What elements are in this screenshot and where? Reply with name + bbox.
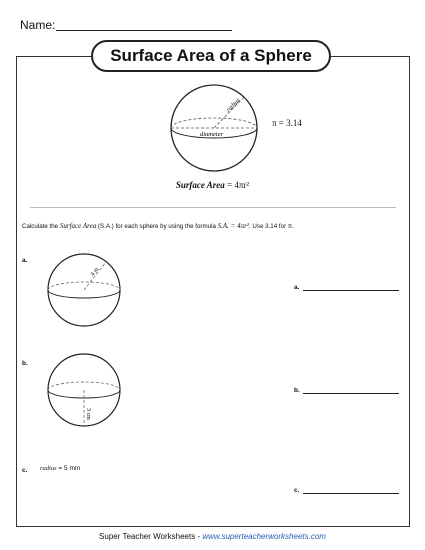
problem-b-label: b. bbox=[22, 360, 28, 367]
instructions bbox=[22, 222, 402, 230]
instructions-formula: S.A. = 4πr². bbox=[217, 222, 251, 230]
answer-c-field[interactable] bbox=[303, 493, 399, 494]
sphere-diagram bbox=[160, 80, 270, 175]
answer-a-label: a. bbox=[294, 284, 300, 291]
answer-b-field[interactable] bbox=[303, 393, 399, 394]
formula bbox=[140, 180, 285, 190]
name-label: Name: bbox=[20, 18, 56, 32]
sphere-b-measure: 3 cm bbox=[85, 408, 91, 420]
worksheet-title: Surface Area of a Sphere bbox=[91, 40, 331, 72]
diameter-label: diameter bbox=[200, 131, 224, 138]
formula-label: Surface Area bbox=[175, 180, 225, 190]
name-field[interactable] bbox=[56, 30, 232, 31]
problem-c-given bbox=[40, 465, 80, 472]
footer-link[interactable]: www.superteacherworksheets.com bbox=[202, 532, 326, 541]
given-value: = 5 mm bbox=[56, 465, 81, 472]
footer-text: Super Teacher Worksheets - bbox=[99, 532, 203, 541]
problem-c-label: c. bbox=[22, 467, 28, 474]
formula-expression: = 4πr² bbox=[227, 180, 250, 190]
answer-c-label: c. bbox=[294, 487, 300, 494]
answer-b-label: b. bbox=[294, 387, 300, 394]
sphere-a-measure: 4 m bbox=[89, 266, 101, 278]
sphere-a bbox=[44, 250, 124, 330]
answer-a-field[interactable] bbox=[303, 290, 399, 291]
pi-value: π = 3.14 bbox=[272, 118, 302, 128]
instructions-text-2: (S.A.) for each sphere by using the formula bbox=[96, 223, 218, 230]
divider bbox=[30, 207, 396, 208]
sphere-b bbox=[44, 350, 124, 432]
instructions-text-3: Use 3.14 for π. bbox=[250, 223, 294, 230]
instructions-text-1: Calculate the bbox=[22, 223, 60, 230]
problem-a-label: a. bbox=[22, 257, 28, 264]
instructions-term: Surface Area bbox=[59, 222, 97, 230]
footer bbox=[0, 532, 425, 541]
radius-label: radius bbox=[225, 96, 242, 114]
given-variable: radius bbox=[40, 465, 57, 472]
